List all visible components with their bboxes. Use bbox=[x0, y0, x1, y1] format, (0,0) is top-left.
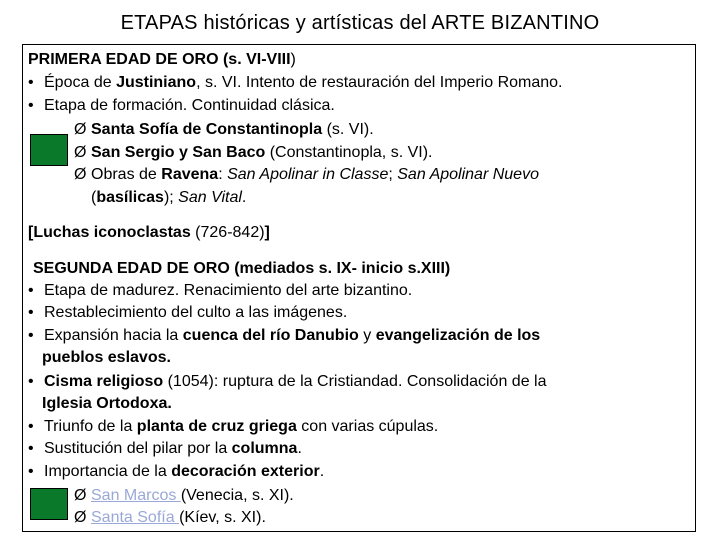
sub-list-item: Ø San Marcos (Venecia, s. XI). bbox=[74, 485, 294, 507]
list-item-continuation: pueblos eslavos. bbox=[42, 349, 171, 366]
sub-list-item-continuation: (basílicas); San Vital. bbox=[91, 189, 247, 206]
page-title: ETAPAS históricas y artísticas del ARTE BIZANTINO bbox=[120, 12, 600, 34]
arrow-bullet-icon: Ø bbox=[74, 487, 87, 504]
list-item: • Etapa de madurez. Renacimiento del arte bizantino. bbox=[28, 282, 413, 299]
arrow-bullet-icon: Ø bbox=[74, 144, 87, 161]
section-heading-segunda: SEGUNDA EDAD DE ORO (mediados s. IX- inicio s.XIII) bbox=[33, 260, 451, 277]
sub-list-item: Ø Obras de Ravena: San Apolinar in Classe; San Apolinar Nuevo bbox=[74, 164, 539, 186]
list-item: • Triunfo de la planta de cruz griega con varias cúpulas. bbox=[28, 418, 439, 435]
list-item-continuation: Iglesia Ortodoxa. bbox=[42, 395, 172, 412]
arrow-bullet-icon: Ø bbox=[74, 509, 87, 526]
list-item: • Restablecimiento del culto a las imágenes. bbox=[28, 304, 348, 321]
list-item: • Sustitución del pilar por la columna. bbox=[28, 440, 302, 457]
green-accent-block bbox=[30, 488, 68, 520]
list-item: • Época de Justiniano, s. VI. Intento de restauración del Imperio Romano. bbox=[28, 74, 563, 91]
list-item: • Expansión hacia la cuenca del río Danubio y evangelización de los bbox=[28, 327, 541, 344]
list-item: • Cisma religioso (1054): ruptura de la Cristiandad. Consolidación de la bbox=[28, 373, 547, 390]
san-marcos-link[interactable]: San Marcos bbox=[91, 487, 181, 504]
list-item: • Etapa de formación. Continuidad clásica. bbox=[28, 97, 335, 114]
section-luchas-iconoclastas: [Luchas iconoclastas (726-842)] bbox=[28, 224, 270, 241]
list-item: • Importancia de la decoración exterior. bbox=[28, 463, 325, 480]
sub-list-item: Ø San Sergio y San Baco (Constantinopla, s. VI). bbox=[74, 142, 432, 164]
sub-list-item: Ø Santa Sofía (Kíev, s. XI). bbox=[74, 507, 266, 529]
green-accent-block bbox=[30, 134, 68, 166]
arrow-bullet-icon: Ø bbox=[74, 121, 87, 138]
santa-sofia-kiev-link[interactable]: Santa Sofía bbox=[91, 509, 180, 526]
section-heading-primera: PRIMERA EDAD DE ORO (s. VI-VIII) bbox=[28, 51, 296, 68]
arrow-bullet-icon: Ø bbox=[74, 166, 87, 183]
sub-list-item: Ø Santa Sofía de Constantinopla (s. VI). bbox=[74, 119, 374, 141]
